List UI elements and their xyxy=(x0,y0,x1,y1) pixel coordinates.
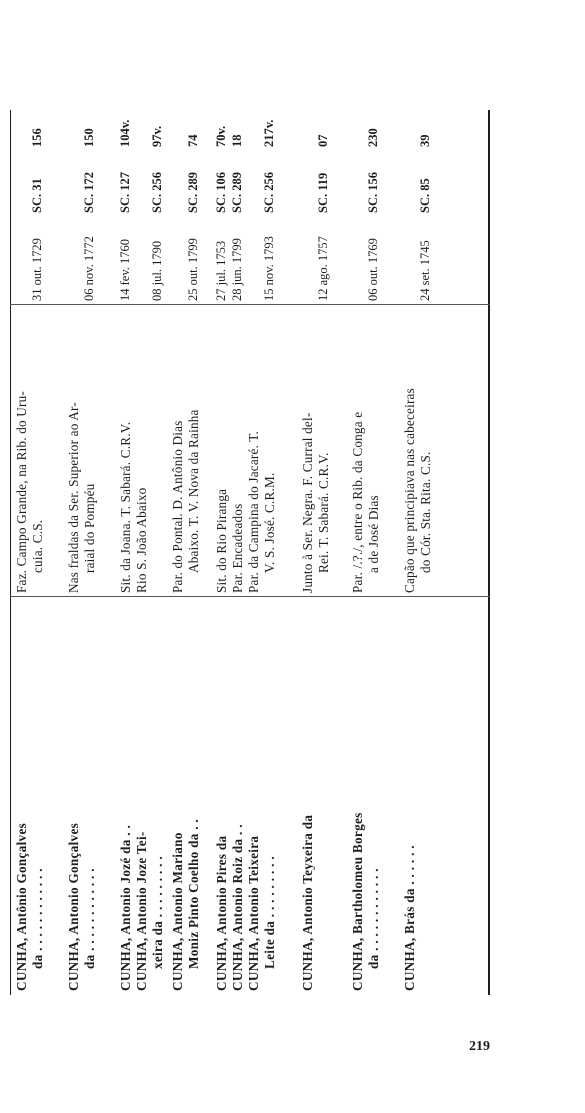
entry-local-line: raial do Pompéu xyxy=(81,483,97,573)
entry-folio: 97v. xyxy=(149,125,164,147)
entry-date: 06 out. 1769 xyxy=(365,238,380,301)
entry-local-line: Sit. da Joana. T. Sabará. C.R.V. xyxy=(118,421,133,593)
entry-local-line: Par. /.?./, entre o Rib. da Conga e xyxy=(350,411,365,593)
entry-name xyxy=(170,597,201,991)
entry-folio: 217v. xyxy=(261,119,276,147)
entry-folio: 150 xyxy=(81,128,96,147)
column-divider-local xyxy=(10,304,490,305)
entry-date: 27 jul. 1753 xyxy=(214,240,228,301)
entry-local-line: Abaixo. T. V. Nova da Rainha xyxy=(185,409,201,573)
entry-name-line: CUNHA, Antonio Pires da xyxy=(214,835,229,991)
entry-local xyxy=(300,307,331,593)
entry-folio: 230 xyxy=(365,128,380,147)
entry-local-line: Nas fraldas da Ser. Superior ao Ar- xyxy=(66,402,81,593)
entry-date: 12 ago. 1757 xyxy=(315,236,330,301)
entry-name xyxy=(402,597,418,991)
entry-name xyxy=(66,597,97,991)
entry-local-line: Rei. T. Sabará. C.R.V. xyxy=(315,452,331,573)
entry-folio: 156 xyxy=(29,128,44,147)
rotated-table xyxy=(10,110,490,995)
entry-folio: 104v. xyxy=(118,119,132,147)
entry-name xyxy=(118,597,134,991)
entry-name-line: CUNHA, Antonio Joze Tei- xyxy=(134,831,149,991)
entry-local xyxy=(66,307,97,593)
entry-local-line: cuia. C.S. xyxy=(29,519,45,573)
entry-codex: SC. 256 xyxy=(149,172,164,213)
entry-codex: SC. 172 xyxy=(81,172,96,213)
entry-local xyxy=(350,307,381,593)
entry-codex: SC. 256 xyxy=(261,172,276,213)
entry-codex: SC. 31 xyxy=(29,178,44,213)
entry-folio: 70v. xyxy=(214,125,228,147)
entry-name xyxy=(214,597,230,991)
entry-folio: 18 xyxy=(230,134,244,147)
entry-folio: 07 xyxy=(315,134,330,147)
entry-local-line: do Cór. Sta. Rita. C.S. xyxy=(417,451,433,573)
entry-name-line: da . . . . . . . . . . . . xyxy=(29,868,45,969)
entry-local-line: a de José Dias xyxy=(365,495,381,573)
entry-date: 14 fev. 1760 xyxy=(118,238,132,301)
entry-name-line: CUNHA, Antônio Gonçalves xyxy=(14,822,29,991)
bottom-rule xyxy=(488,110,490,995)
entry-local-line: V. S. José. C.R.M. xyxy=(261,472,277,573)
entry-name xyxy=(350,597,381,991)
entry-date: 24 set. 1745 xyxy=(417,240,432,301)
entry-codex: SC. 127 xyxy=(118,172,132,213)
entry-name-line: Leite da . . . . . . . . . xyxy=(261,856,277,969)
entry-name-line: CUNHA, Brás da . . . . . . xyxy=(402,845,417,991)
entry-local xyxy=(14,307,45,593)
top-rule xyxy=(10,110,11,995)
entry-name-line: CUNHA, Antonio Jozé da . . xyxy=(118,824,133,991)
entry-date: 25 out. 1799 xyxy=(185,238,200,301)
entry-local-line: Rio S. João Abaixo xyxy=(134,487,149,593)
entry-local-line: Par. do Pontal. D. Antônio Dias xyxy=(170,420,185,593)
entry-local xyxy=(134,307,150,593)
entry-local xyxy=(118,307,134,593)
entry-date: 28 jun. 1799 xyxy=(230,238,244,301)
entry-name xyxy=(14,597,45,991)
entry-name xyxy=(300,597,316,991)
entry-local-line: Faz. Campo Grande, na Rib. do Uru- xyxy=(14,390,29,593)
entry-date: 08 jul. 1790 xyxy=(149,240,164,301)
entry-local xyxy=(230,307,246,593)
entry-codex: SC. 289 xyxy=(185,172,200,213)
entry-folio: 74 xyxy=(185,134,200,147)
entry-local xyxy=(246,307,277,593)
entry-name xyxy=(246,597,277,991)
entry-local-line: Capão que principiava nas cabeceiras xyxy=(402,388,417,593)
entry-date: 15 nov. 1793 xyxy=(261,236,276,301)
entry-codex: SC. 156 xyxy=(365,172,380,213)
entry-name-line: CUNHA, Antonio Mariano xyxy=(170,832,185,991)
entry-name-line: CUNHA, Antonio Roiz da . . xyxy=(230,824,245,991)
entry-local-line: Par. Encadeados xyxy=(230,503,245,593)
entry-local xyxy=(214,307,230,593)
entry-local-line: Junto à Ser. Negra. F. Curral del- xyxy=(300,412,315,593)
entry-name xyxy=(230,597,246,991)
entry-name-line: da . . . . . . . . . . . . xyxy=(81,868,97,969)
entry-name-line: xeira da . . . . . . . . . xyxy=(149,856,165,969)
entry-name-line: CUNHA, Antonio Teyxeira da xyxy=(300,814,315,991)
entry-name-line: da . . . . . . . . . . . . xyxy=(365,868,381,969)
entry-codex: SC. 119 xyxy=(315,172,330,213)
entry-local xyxy=(170,307,201,593)
entry-date: 06 nov. 1772 xyxy=(81,236,96,301)
entry-local-line: Par. da Campina do Jacaré. T. xyxy=(246,430,261,593)
entry-local xyxy=(402,307,433,593)
entry-name-line: CUNHA, Bartholomeu Borges xyxy=(350,812,365,991)
entry-name-line: CUNHA, Antonio Gonçalves xyxy=(66,822,81,991)
entry-codex: SC. 85 xyxy=(417,178,432,213)
entry-name-line: CUNHA, Antonio Teixeira xyxy=(246,835,261,991)
entry-local-line: Sit. do Rio Piranga xyxy=(214,488,229,593)
entry-name-line: Moniz Pinto Coelho da . . xyxy=(185,819,201,969)
page-number: 219 xyxy=(469,1039,490,1054)
entry-name xyxy=(134,597,165,991)
entry-codex: SC. 289 xyxy=(230,172,244,213)
entry-codex: SC. 106 xyxy=(214,172,228,213)
entry-date: 31 out. 1729 xyxy=(29,238,44,301)
entry-folio: 39 xyxy=(417,134,432,147)
